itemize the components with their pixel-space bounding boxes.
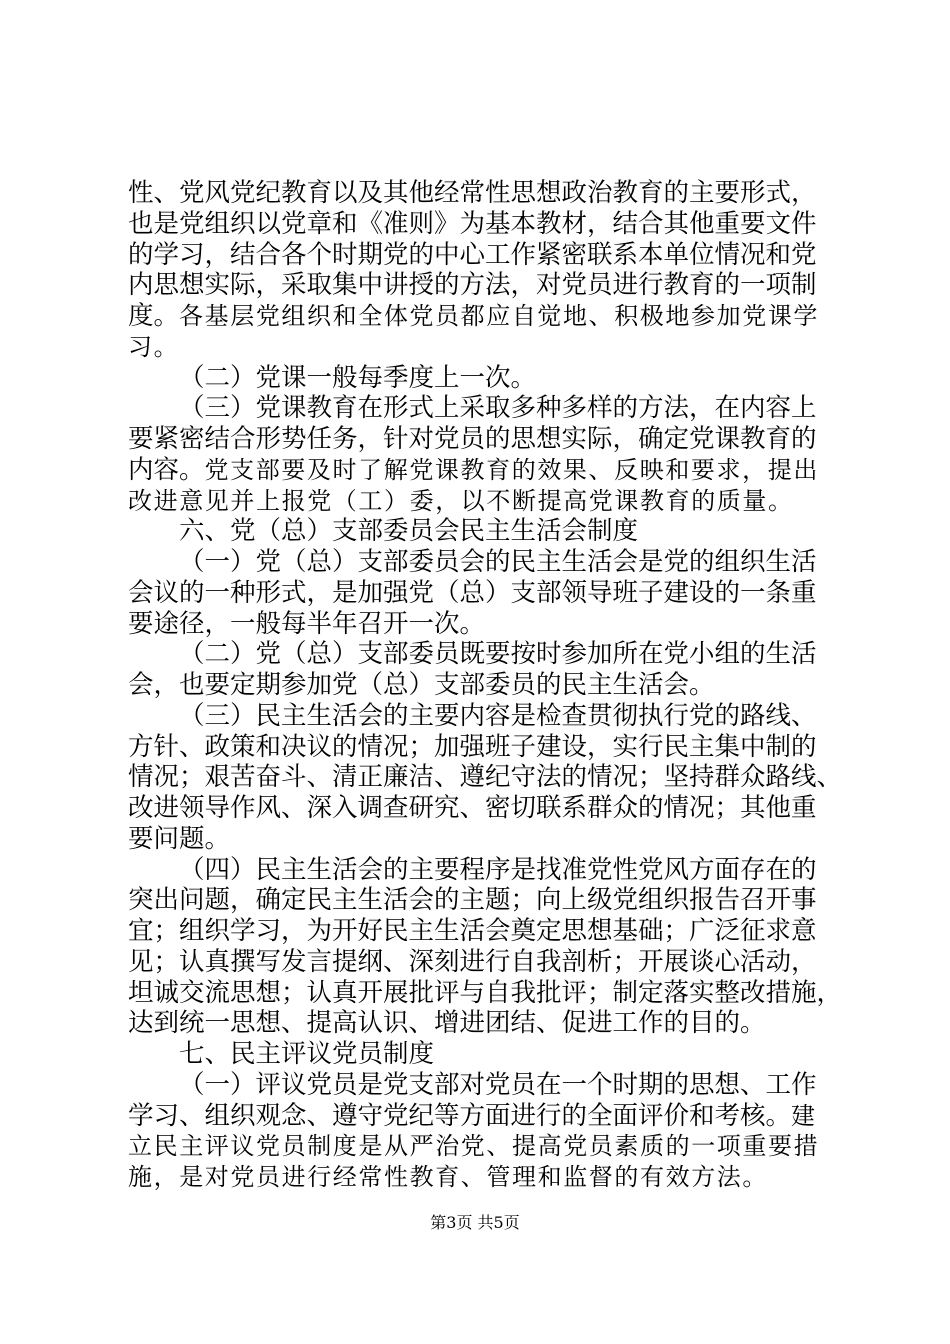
line-text: 学习、组织观念、遵守党纪等方面进行的全面评价和考核。 <box>128 1100 792 1131</box>
line-text: 七、民主评议党员制度 <box>179 1039 435 1069</box>
text-line <box>128 392 817 424</box>
line-text-continuation: 建 <box>791 1101 817 1130</box>
text-line <box>128 977 842 1009</box>
line-text: 六、党（总）支部委员会民主生活会制度 <box>179 516 639 547</box>
text-line <box>128 1038 434 1070</box>
text-line <box>128 638 817 670</box>
line-text: 度。 <box>128 301 180 331</box>
line-text: 会议的一种形式，是加强党（总）支部领导班子建设的一条重 <box>128 577 817 608</box>
line-text: （三）党课教育在形式上采取多种多样的方法，在内容上 <box>179 393 817 424</box>
text-line <box>128 731 817 763</box>
text-line <box>128 515 638 547</box>
line-text: 内思想实际，采取集中讲授的方法，对党员进行教育的一项制 <box>128 270 817 301</box>
line-text: 性、党风党纪教育以及其他经常性思想政治教育的主要形式， <box>128 178 817 208</box>
line-text-continuation: 改进意见并上报党（工）委，以不断提高党课教育的质量。 <box>128 486 794 515</box>
text-line <box>128 761 842 793</box>
text-line <box>128 700 817 732</box>
text-line <box>128 1161 768 1193</box>
text-line <box>128 608 485 640</box>
line-text: （二）党课一般每季度上一次。 <box>179 362 537 393</box>
line-text: 宜；组织学习，为开好民主生活会奠定思想基础；广泛征求意 <box>128 916 817 946</box>
line-text: 坦诚交流思想；认真开展批评与自我批评；制定落实整改措施， <box>128 977 843 1008</box>
text-line <box>128 946 817 978</box>
text-line <box>128 454 819 486</box>
line-text: 突出问题，确定民主生活会的主题；向上级党组织报告召开事 <box>128 885 817 916</box>
line-text: 要途径，一般每半年召开一次。 <box>128 608 486 639</box>
text-line <box>128 239 817 271</box>
line-text-continuation: 施，是对党员进行经常性教育、管理和监督的有效方法。 <box>128 1163 768 1191</box>
line-text: （四）民主生活会的主要程序是找准党性党风方面存在的 <box>179 854 817 885</box>
line-text: 的学习，结合各个时期党的中心工作紧密联系本单位情况和党 <box>128 239 817 270</box>
line-text: 要紧密结合形势任务，针对党员的思想实际，确定党课教育的 <box>128 424 817 454</box>
line-text-continuation: 党支部要及时了解党课教育的效果、反映和要求，提出 <box>204 455 819 484</box>
text-line <box>128 1069 817 1101</box>
text-line <box>128 331 179 363</box>
line-text: 要问题。 <box>128 823 231 854</box>
text-line <box>128 669 715 701</box>
line-text: （一）党（总）支部委员会的民主生活会是党的组织生活 <box>179 547 817 577</box>
line-text: 也是党组织以党章和《准则》为基本教材，结合其他重要文件 <box>128 208 817 239</box>
line-text: （三）民主生活会的主要内容是检查贯彻执行党的路线、 <box>179 700 817 731</box>
line-text: 见；认真撰写发言提纲、深刻进行自我剖析；开展谈心活动， <box>128 946 817 977</box>
text-line <box>128 269 817 301</box>
line-text-continuation: 立民主评议党员制度是从严治党、提高党员素质的一项重要措 <box>128 1132 820 1161</box>
line-text: 达到统一思想、提高认识、增进团结、促进工作的目的。 <box>128 1008 766 1039</box>
line-text: （一）评议党员是党支部对党员在一个时期的思想、工作 <box>179 1069 817 1100</box>
text-line <box>128 1130 819 1162</box>
page-footer: 第3页 共5页 <box>430 1213 520 1232</box>
text-line <box>128 1100 817 1132</box>
text-line <box>128 792 817 824</box>
text-line <box>128 362 536 394</box>
text-line <box>128 915 817 947</box>
line-text: 改进领导作风、深入调查研究、密切联系群众的情况；其他重 <box>128 793 817 823</box>
text-line <box>128 823 230 855</box>
text-line <box>128 854 817 886</box>
line-text: （二）党（总）支部委员既要按时参加所在党小组的生活 <box>179 639 817 670</box>
line-text-continuation: 各基层党组织和全体党员都应自觉地、积极地参加党课学 <box>179 302 820 330</box>
line-text: 情况；艰苦奋斗、清正廉洁、遵纪守法的情况；坚持群众路线、 <box>128 762 843 793</box>
line-text: 内容。 <box>128 454 205 485</box>
text-line <box>128 1007 766 1039</box>
text-line <box>128 485 794 517</box>
text-line <box>128 208 817 240</box>
text-line <box>128 177 817 209</box>
text-line <box>128 884 817 916</box>
text-line <box>128 546 817 578</box>
text-line <box>128 577 817 609</box>
text-line <box>128 423 817 455</box>
line-text: 方针、政策和决议的情况；加强班子建设，实行民主集中制的 <box>128 731 817 762</box>
text-line <box>128 300 819 332</box>
line-text: 会，也要定期参加党（总）支部委员的民主生活会。 <box>128 670 715 700</box>
line-text-continuation: 习。 <box>128 332 180 361</box>
